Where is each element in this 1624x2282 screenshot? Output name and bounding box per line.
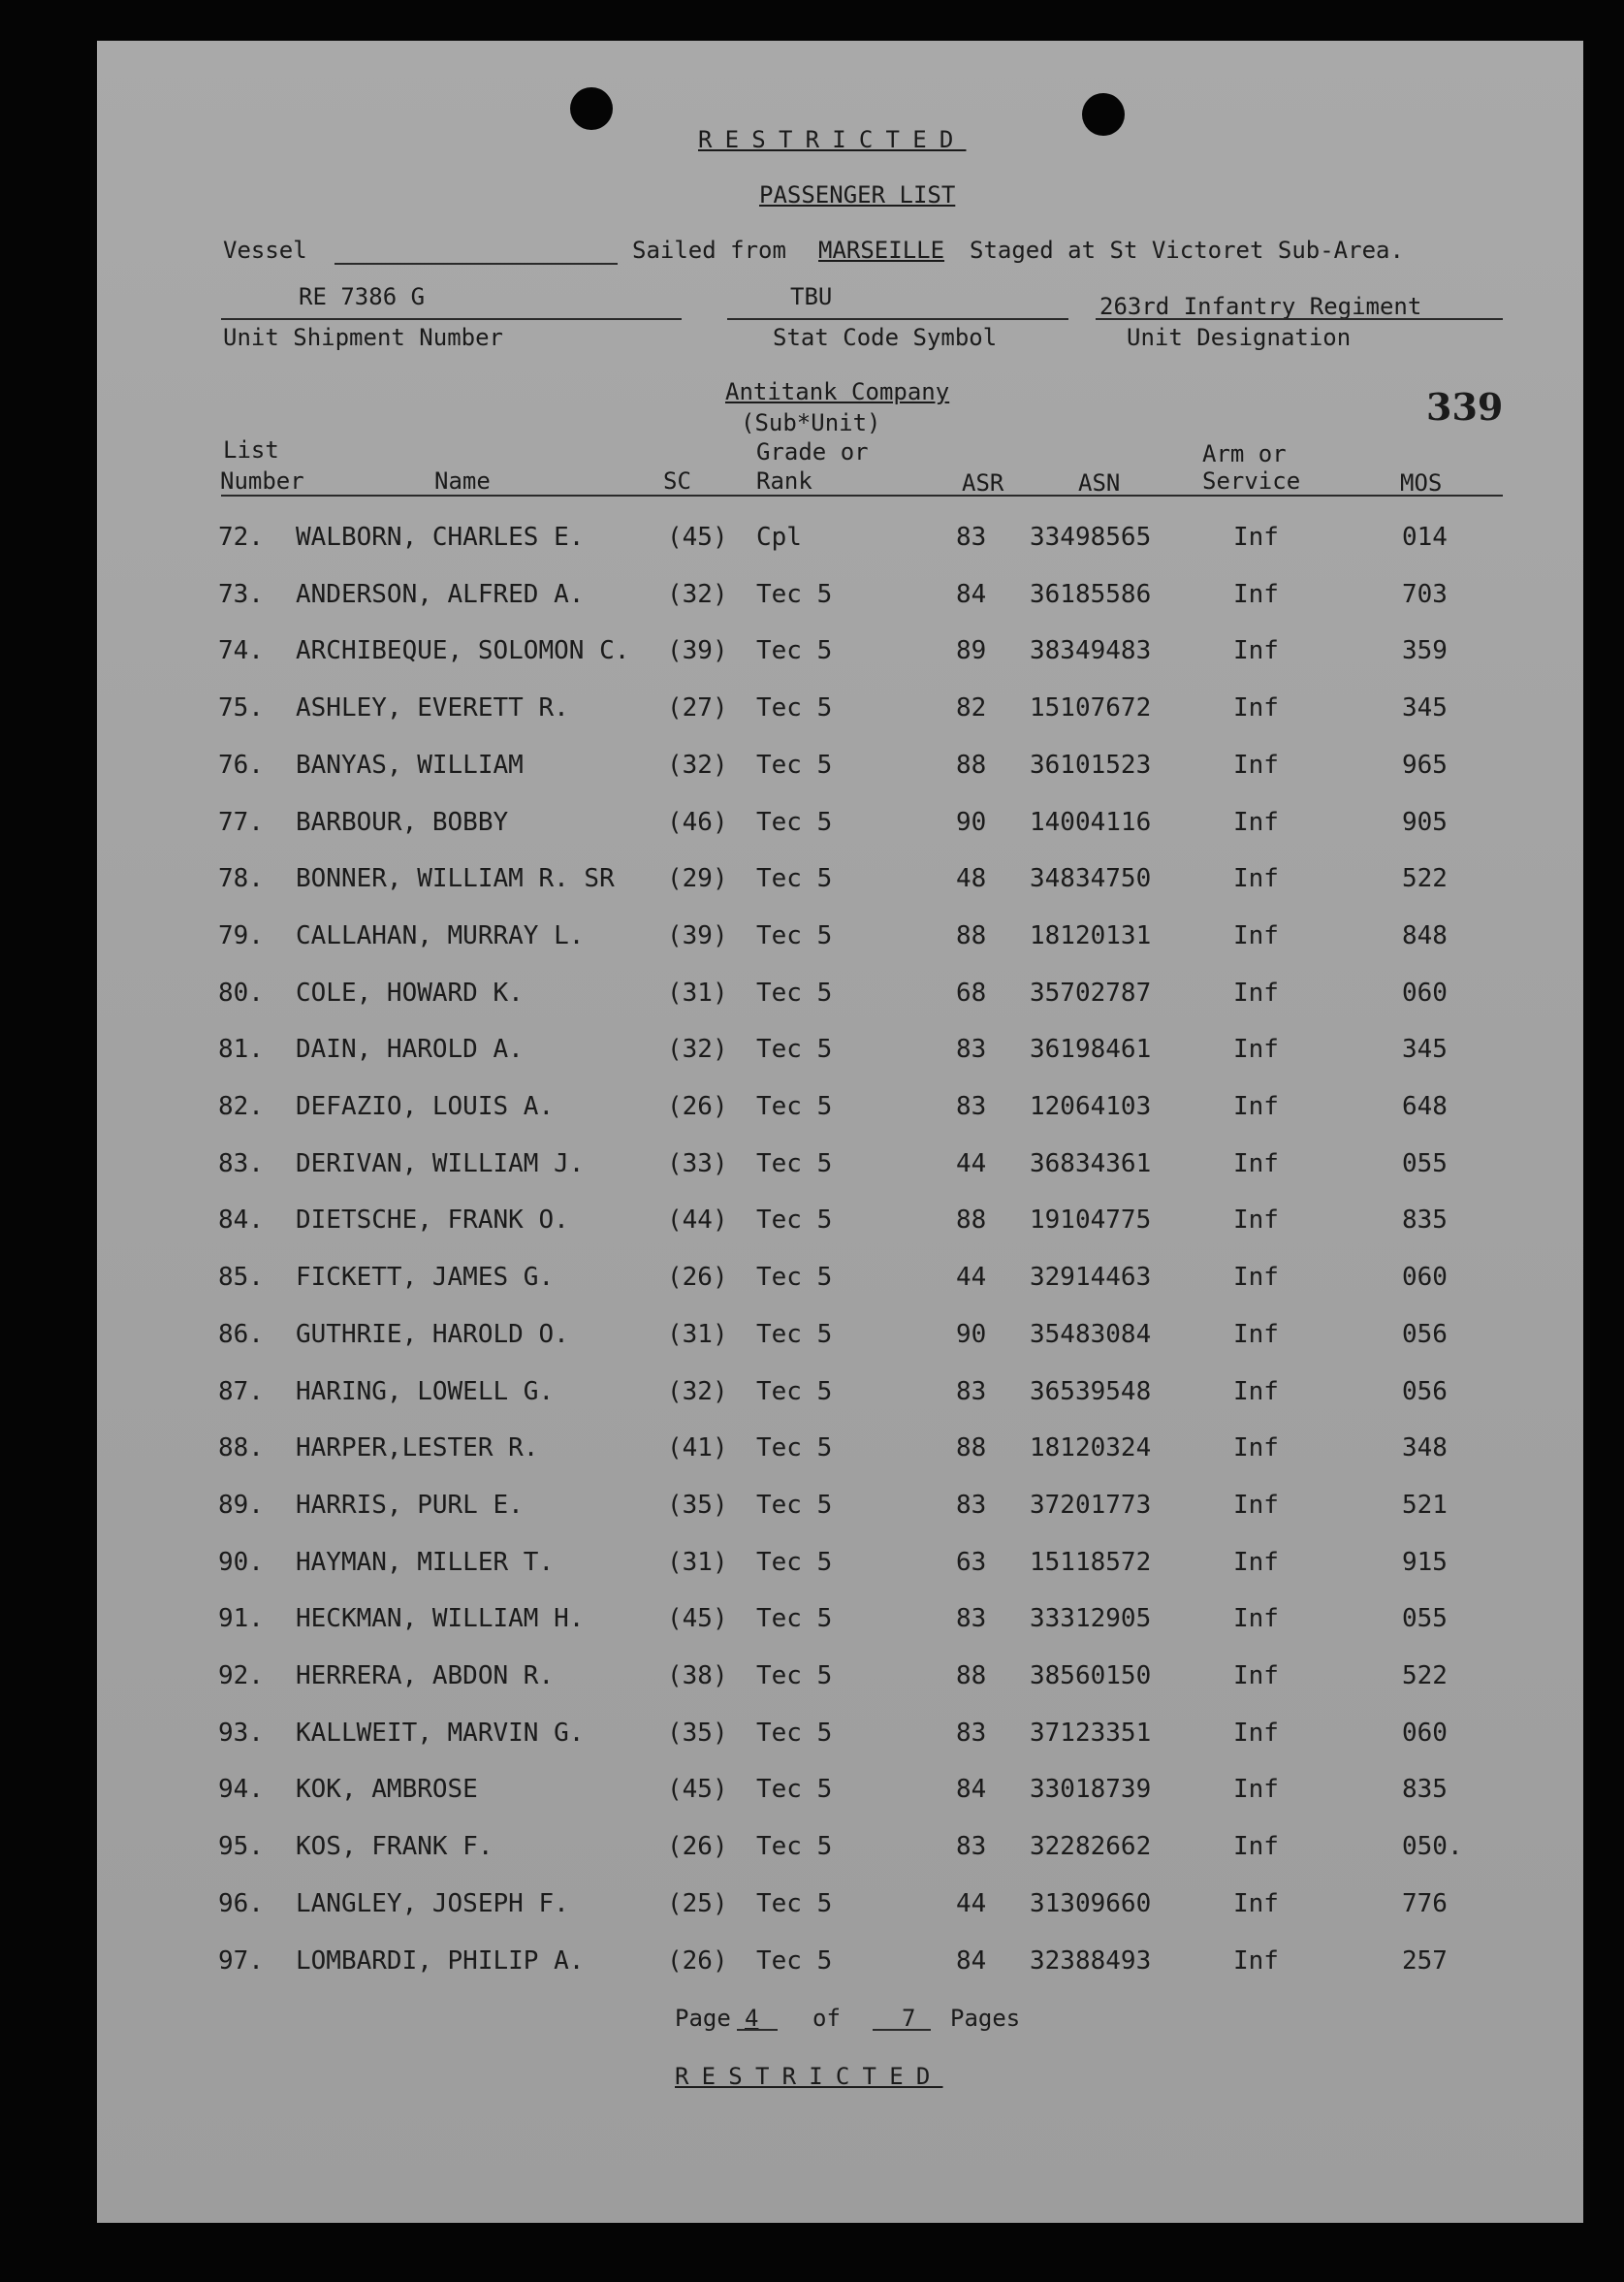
table-row (97, 636, 1532, 692)
row-name: HARRIS, PURL E. (296, 1490, 524, 1520)
table-row (97, 1946, 1532, 2003)
col-service-label: Service (1202, 467, 1301, 495)
row-mos: 703 (1402, 579, 1448, 609)
row-mos: 521 (1402, 1490, 1448, 1520)
row-sc: (32) (667, 1376, 728, 1406)
punch-hole (570, 87, 613, 130)
col-arm-label: Arm or (1202, 440, 1287, 467)
row-sc: (26) (667, 1092, 728, 1121)
row-arm: Inf (1233, 1547, 1279, 1577)
restricted-heading-bottom: RESTRICTED (675, 2063, 943, 2090)
row-name: ARCHIBEQUE, SOLOMON C. (296, 636, 630, 666)
page-total: 7 (902, 2005, 916, 2032)
row-asr: 63 (956, 1547, 987, 1577)
table-row (97, 1035, 1532, 1091)
row-arm: Inf (1233, 1718, 1279, 1748)
row-asn: 33312905 (1030, 1604, 1152, 1634)
row-grade: Tec 5 (756, 579, 833, 609)
row-name: KOK, AMBROSE (296, 1775, 478, 1805)
row-asn: 32388493 (1030, 1945, 1152, 1976)
row-asr: 88 (956, 750, 987, 780)
staged-at-text: Staged at St Victoret Sub-Area. (970, 237, 1404, 264)
stat-code-value: TBU (790, 283, 833, 310)
row-mos: 848 (1402, 920, 1448, 950)
row-asn: 35702787 (1030, 978, 1152, 1008)
row-mos: 060 (1402, 1718, 1448, 1748)
row-list-number: 87. (218, 1376, 264, 1406)
of-word: of (812, 2005, 841, 2032)
row-sc: (31) (667, 978, 728, 1008)
col-mos-label: MOS (1400, 469, 1443, 497)
row-asn: 36539548 (1030, 1376, 1152, 1406)
row-arm: Inf (1233, 1604, 1279, 1634)
col-sc-label: SC (663, 467, 691, 495)
col-grade-label: Grade or (756, 438, 869, 466)
row-grade: Tec 5 (756, 1604, 833, 1634)
sailed-port: MARSEILLE (818, 237, 945, 264)
row-sc: (41) (667, 1433, 728, 1463)
row-asr: 83 (956, 523, 987, 552)
row-arm: Inf (1233, 1092, 1279, 1121)
unit-designation-line (1096, 318, 1503, 320)
row-asr: 68 (956, 978, 987, 1008)
row-sc: (33) (667, 1148, 728, 1178)
unit-designation-label: Unit Designation (1127, 324, 1352, 351)
row-mos: 055 (1402, 1148, 1448, 1178)
row-asn: 19104775 (1030, 1205, 1152, 1236)
table-row (97, 1149, 1532, 1205)
row-list-number: 72. (218, 523, 264, 552)
row-sc: (35) (667, 1490, 728, 1520)
row-list-number: 73. (218, 579, 264, 609)
table-row (97, 1775, 1532, 1831)
row-asr: 84 (956, 1775, 987, 1805)
row-arm: Inf (1233, 1035, 1279, 1065)
row-grade: Tec 5 (756, 1148, 833, 1178)
row-arm: Inf (1233, 1376, 1279, 1406)
row-list-number: 88. (218, 1433, 264, 1463)
row-list-number: 77. (218, 807, 264, 837)
row-sc: (38) (667, 1661, 728, 1690)
row-arm: Inf (1233, 523, 1279, 552)
vessel-label: Vessel (223, 237, 307, 264)
row-grade: Tec 5 (756, 1319, 833, 1349)
row-list-number: 95. (218, 1832, 264, 1862)
row-name: HARING, LOWELL G. (296, 1376, 555, 1406)
row-asn: 32282662 (1030, 1832, 1152, 1862)
row-name: FICKETT, JAMES G. (296, 1263, 555, 1293)
table-row (97, 1205, 1532, 1262)
row-asn: 38560150 (1030, 1661, 1152, 1690)
row-grade: Tec 5 (756, 636, 833, 666)
row-arm: Inf (1233, 1832, 1279, 1862)
row-asr: 44 (956, 1888, 987, 1918)
row-name: LOMBARDI, PHILIP A. (296, 1945, 585, 1976)
table-row (97, 523, 1532, 579)
table-row (97, 1832, 1532, 1888)
row-asr: 83 (956, 1376, 987, 1406)
row-sc: (32) (667, 750, 728, 780)
row-list-number: 75. (218, 693, 264, 723)
shipment-line (221, 318, 682, 320)
row-grade: Cpl (756, 523, 802, 552)
sub-unit-label: (Sub*Unit) (741, 409, 881, 436)
row-name: DIETSCHE, FRANK O. (296, 1205, 569, 1236)
row-grade: Tec 5 (756, 920, 833, 950)
row-asr: 90 (956, 807, 987, 837)
sub-unit-name: Antitank Company (725, 378, 950, 405)
row-grade: Tec 5 (756, 1832, 833, 1862)
row-list-number: 76. (218, 750, 264, 780)
table-row (97, 808, 1532, 864)
row-name: DERIVAN, WILLIAM J. (296, 1148, 585, 1178)
row-asn: 36101523 (1030, 750, 1152, 780)
row-sc: (32) (667, 1035, 728, 1065)
row-mos: 905 (1402, 807, 1448, 837)
row-mos: 776 (1402, 1888, 1448, 1918)
row-asn: 32914463 (1030, 1263, 1152, 1293)
row-asn: 36834361 (1030, 1148, 1152, 1178)
row-arm: Inf (1233, 920, 1279, 950)
row-name: HECKMAN, WILLIAM H. (296, 1604, 585, 1634)
row-asr: 44 (956, 1263, 987, 1293)
row-name: BANYAS, WILLIAM (296, 750, 524, 780)
table-row (97, 580, 1532, 636)
col-number-label: Number (220, 467, 304, 495)
row-mos: 522 (1402, 1661, 1448, 1690)
col-rank-label: Rank (756, 467, 812, 495)
row-asr: 89 (956, 636, 987, 666)
row-asn: 33018739 (1030, 1775, 1152, 1805)
page-total-line (873, 2029, 931, 2031)
row-asr: 84 (956, 579, 987, 609)
row-sc: (45) (667, 1604, 728, 1634)
row-asn: 12064103 (1030, 1092, 1152, 1121)
document-title: PASSENGER LIST (759, 181, 956, 209)
punch-hole (1082, 93, 1125, 136)
row-mos: 835 (1402, 1775, 1448, 1805)
row-mos: 060 (1402, 978, 1448, 1008)
row-asn: 36198461 (1030, 1035, 1152, 1065)
row-asr: 88 (956, 920, 987, 950)
row-arm: Inf (1233, 1661, 1279, 1690)
row-asr: 83 (956, 1035, 987, 1065)
row-arm: Inf (1233, 1433, 1279, 1463)
row-grade: Tec 5 (756, 1718, 833, 1748)
col-list-label: List (223, 436, 279, 464)
row-name: LANGLEY, JOSEPH F. (296, 1888, 569, 1918)
row-arm: Inf (1233, 693, 1279, 723)
page-number-line (737, 2029, 778, 2031)
row-asn: 18120324 (1030, 1433, 1152, 1463)
row-name: ASHLEY, EVERETT R. (296, 693, 569, 723)
row-list-number: 84. (218, 1205, 264, 1236)
sailed-from-label: Sailed from (632, 237, 786, 264)
row-list-number: 83. (218, 1148, 264, 1178)
row-sc: (39) (667, 636, 728, 666)
row-mos: 915 (1402, 1547, 1448, 1577)
row-list-number: 78. (218, 864, 264, 894)
row-asn: 35483084 (1030, 1319, 1152, 1349)
row-asn: 37123351 (1030, 1718, 1152, 1748)
table-row (97, 1719, 1532, 1775)
unit-designation-value: 263rd Infantry Regiment (1099, 293, 1422, 320)
pages-word: Pages (950, 2005, 1021, 2032)
row-arm: Inf (1233, 1490, 1279, 1520)
row-grade: Tec 5 (756, 1775, 833, 1805)
row-list-number: 92. (218, 1661, 264, 1690)
row-asr: 88 (956, 1433, 987, 1463)
row-list-number: 93. (218, 1718, 264, 1748)
shipment-number-label: Unit Shipment Number (223, 324, 503, 351)
row-sc: (45) (667, 523, 728, 552)
row-list-number: 94. (218, 1775, 264, 1805)
row-name: ANDERSON, ALFRED A. (296, 579, 585, 609)
row-sc: (31) (667, 1547, 728, 1577)
row-list-number: 97. (218, 1945, 264, 1976)
row-asr: 88 (956, 1205, 987, 1236)
row-arm: Inf (1233, 807, 1279, 837)
column-header-rule (221, 495, 1503, 497)
row-grade: Tec 5 (756, 978, 833, 1008)
row-grade: Tec 5 (756, 1092, 833, 1121)
row-asn: 33498565 (1030, 523, 1152, 552)
row-asn: 38349483 (1030, 636, 1152, 666)
row-grade: Tec 5 (756, 1945, 833, 1976)
row-sc: (32) (667, 579, 728, 609)
page-number: 4 (745, 2005, 759, 2032)
row-name: BARBOUR, BOBBY (296, 807, 509, 837)
restricted-heading-top: RESTRICTED (698, 126, 967, 153)
row-arm: Inf (1233, 1945, 1279, 1976)
table-row (97, 1889, 1532, 1945)
row-asr: 88 (956, 1661, 987, 1690)
table-row (97, 1320, 1532, 1376)
row-name: HAYMAN, MILLER T. (296, 1547, 555, 1577)
row-asr: 82 (956, 693, 987, 723)
row-asn: 31309660 (1030, 1888, 1152, 1918)
row-arm: Inf (1233, 636, 1279, 666)
row-list-number: 91. (218, 1604, 264, 1634)
row-asr: 83 (956, 1092, 987, 1121)
table-row (97, 751, 1532, 807)
row-asr: 90 (956, 1319, 987, 1349)
row-sc: (29) (667, 864, 728, 894)
row-arm: Inf (1233, 1888, 1279, 1918)
row-list-number: 74. (218, 636, 264, 666)
row-arm: Inf (1233, 1205, 1279, 1236)
page-word: Page (675, 2005, 731, 2032)
vessel-blank-line (334, 263, 618, 265)
row-asn: 18120131 (1030, 920, 1152, 950)
row-asr: 48 (956, 864, 987, 894)
row-grade: Tec 5 (756, 1433, 833, 1463)
row-grade: Tec 5 (756, 1547, 833, 1577)
row-mos: 835 (1402, 1205, 1448, 1236)
row-grade: Tec 5 (756, 750, 833, 780)
table-row (97, 1377, 1532, 1433)
row-asr: 84 (956, 1945, 987, 1976)
row-name: BONNER, WILLIAM R. SR (296, 864, 615, 894)
row-name: COLE, HOWARD K. (296, 978, 524, 1008)
row-grade: Tec 5 (756, 1205, 833, 1236)
row-list-number: 80. (218, 978, 264, 1008)
row-asn: 37201773 (1030, 1490, 1152, 1520)
page-stamp-number: 339 (1426, 385, 1504, 429)
shipment-number: RE 7386 G (299, 283, 426, 310)
row-arm: Inf (1233, 1775, 1279, 1805)
row-sc: (26) (667, 1263, 728, 1293)
row-list-number: 79. (218, 920, 264, 950)
row-sc: (46) (667, 807, 728, 837)
row-name: KALLWEIT, MARVIN G. (296, 1718, 585, 1748)
row-arm: Inf (1233, 864, 1279, 894)
row-mos: 522 (1402, 864, 1448, 894)
row-sc: (27) (667, 693, 728, 723)
row-name: KOS, FRANK F. (296, 1832, 494, 1862)
document-page (97, 41, 1583, 2223)
row-asn: 34834750 (1030, 864, 1152, 894)
table-row (97, 1092, 1532, 1148)
row-arm: Inf (1233, 750, 1279, 780)
row-mos: 050. (1402, 1832, 1463, 1862)
row-mos: 648 (1402, 1092, 1448, 1121)
row-mos: 056 (1402, 1319, 1448, 1349)
row-asn: 36185586 (1030, 579, 1152, 609)
col-asn-label: ASN (1078, 469, 1121, 497)
row-asn: 15118572 (1030, 1547, 1152, 1577)
row-name: CALLAHAN, MURRAY L. (296, 920, 585, 950)
row-mos: 257 (1402, 1945, 1448, 1976)
row-name: WALBORN, CHARLES E. (296, 523, 585, 552)
row-arm: Inf (1233, 1263, 1279, 1293)
row-name: HARPER,LESTER R. (296, 1433, 539, 1463)
row-grade: Tec 5 (756, 1035, 833, 1065)
row-asn: 14004116 (1030, 807, 1152, 837)
table-row (97, 1491, 1532, 1547)
row-mos: 014 (1402, 523, 1448, 552)
table-row (97, 693, 1532, 750)
row-mos: 060 (1402, 1263, 1448, 1293)
row-mos: 348 (1402, 1433, 1448, 1463)
row-list-number: 81. (218, 1035, 264, 1065)
row-asr: 83 (956, 1604, 987, 1634)
row-sc: (39) (667, 920, 728, 950)
table-row (97, 921, 1532, 978)
row-list-number: 89. (218, 1490, 264, 1520)
row-grade: Tec 5 (756, 807, 833, 837)
table-row (97, 1661, 1532, 1718)
row-grade: Tec 5 (756, 1376, 833, 1406)
table-row (97, 1263, 1532, 1319)
row-sc: (31) (667, 1319, 728, 1349)
row-list-number: 96. (218, 1888, 264, 1918)
row-list-number: 82. (218, 1092, 264, 1121)
row-grade: Tec 5 (756, 1661, 833, 1690)
row-mos: 965 (1402, 750, 1448, 780)
col-asr-label: ASR (962, 469, 1004, 497)
row-asr: 83 (956, 1832, 987, 1862)
row-grade: Tec 5 (756, 1263, 833, 1293)
col-name-label: Name (434, 467, 491, 495)
row-name: DAIN, HAROLD A. (296, 1035, 524, 1065)
row-sc: (26) (667, 1832, 728, 1862)
row-name: DEFAZIO, LOUIS A. (296, 1092, 555, 1121)
row-mos: 055 (1402, 1604, 1448, 1634)
row-list-number: 86. (218, 1319, 264, 1349)
table-row (97, 864, 1532, 920)
row-asr: 83 (956, 1490, 987, 1520)
row-asr: 44 (956, 1148, 987, 1178)
row-grade: Tec 5 (756, 864, 833, 894)
row-grade: Tec 5 (756, 1490, 833, 1520)
row-mos: 359 (1402, 636, 1448, 666)
table-row (97, 979, 1532, 1035)
row-mos: 345 (1402, 693, 1448, 723)
row-arm: Inf (1233, 1148, 1279, 1178)
table-row (97, 1548, 1532, 1604)
row-mos: 345 (1402, 1035, 1448, 1065)
stat-code-label: Stat Code Symbol (773, 324, 998, 351)
row-arm: Inf (1233, 579, 1279, 609)
table-row (97, 1433, 1532, 1490)
row-list-number: 90. (218, 1547, 264, 1577)
row-sc: (26) (667, 1945, 728, 1976)
row-list-number: 85. (218, 1263, 264, 1293)
row-mos: 056 (1402, 1376, 1448, 1406)
table-row (97, 1604, 1532, 1660)
row-arm: Inf (1233, 978, 1279, 1008)
row-asn: 15107672 (1030, 693, 1152, 723)
row-sc: (45) (667, 1775, 728, 1805)
row-sc: (44) (667, 1205, 728, 1236)
row-sc: (35) (667, 1718, 728, 1748)
row-name: HERRERA, ABDON R. (296, 1661, 555, 1690)
row-asr: 83 (956, 1718, 987, 1748)
row-grade: Tec 5 (756, 1888, 833, 1918)
stat-code-line (727, 318, 1068, 320)
row-grade: Tec 5 (756, 693, 833, 723)
row-arm: Inf (1233, 1319, 1279, 1349)
row-name: GUTHRIE, HAROLD O. (296, 1319, 569, 1349)
row-sc: (25) (667, 1888, 728, 1918)
